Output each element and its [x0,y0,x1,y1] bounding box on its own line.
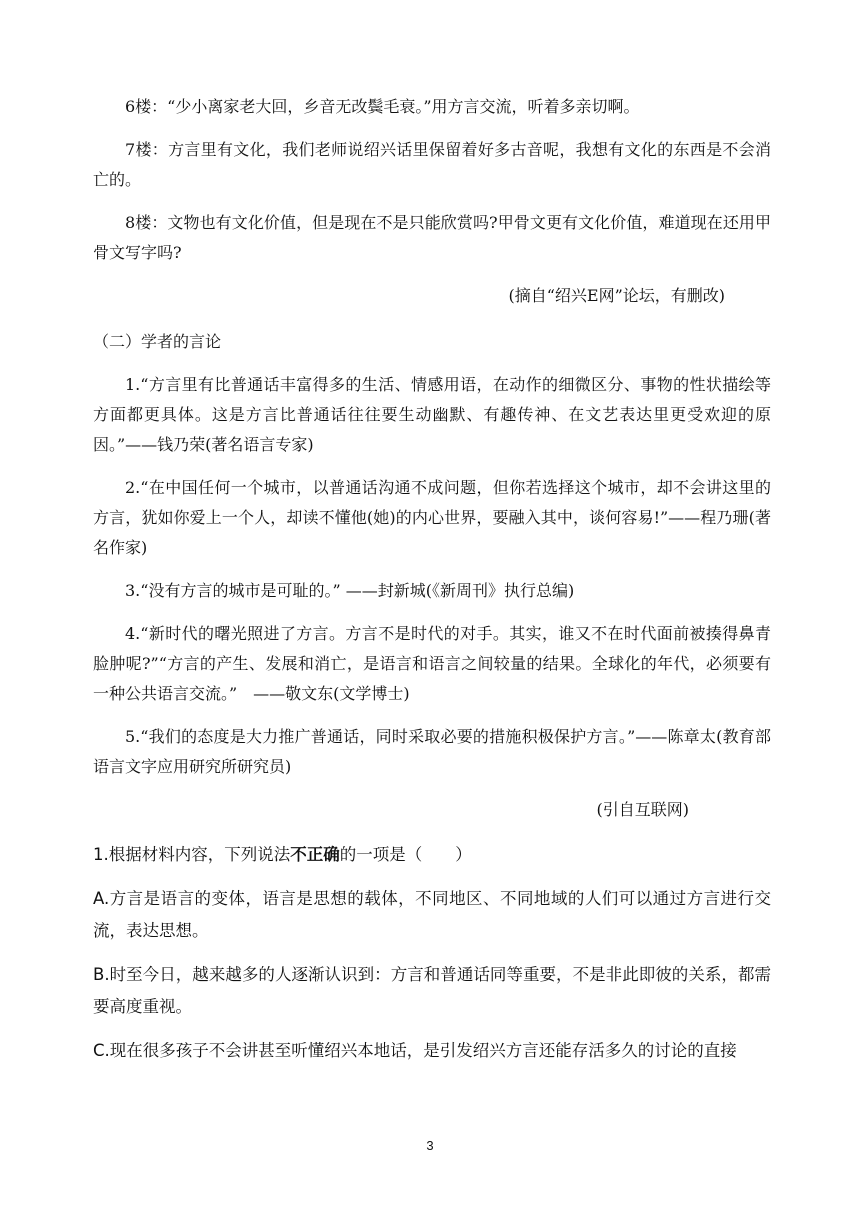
document-page [93,92,771,1079]
scholar-quote-1: 1.“方言里有比普通话丰富得多的生活、情感用语，在动作的细微区分、事物的性状描绘等方面都更具体。这是方言比普通话往往要生动幽默、有趣传神、在文艺表达里更受欢迎的原因。”——钱乃荣(著名语言专家) [93,375,771,454]
scholar-quote-5: 5.“我们的态度是大力推广普通话，同时采取必要的措施积极保护方言。”——陈章太(教育部语言文字应用研究所研究员) [93,727,771,776]
question-stem-before: 1.根据材料内容，下列说法 [93,845,291,864]
section-heading-scholars: （二）学者的言论 [93,332,222,351]
scholar-quote-3: 3.“没有方言的城市是可耻的。” ——封新城(《新周刊》执行总编) [125,581,575,600]
question-stem-after: 的一项是（ ） [339,845,472,864]
forum-post-8: 8楼：文物也有文化价值，但是现在不是只能欣赏吗?甲骨文更有文化价值，难道现在还用甲骨文写字吗? [93,213,771,262]
forum-post-7: 7楼：方言里有文化，我们老师说绍兴话里保留着好多古音呢，我想有文化的东西是不会消亡的。 [93,140,771,189]
scholar-quote-2: 2.“在中国任何一个城市，以普通话沟通不成问题，但你若选择这个城市，却不会讲这里的方言，犹如你爱上一个人，却读不懂他(她)的内心世界，要融入其中，谈何容易!”——程乃珊(著名作家) [93,478,771,557]
question-stem [93,839,771,871]
page-number: 3 [426,1138,434,1153]
option-a: A.方言是语言的变体，语言是思想的载体，不同地区、不同地域的人们可以通过方言进行交流，表达思想。 [93,889,771,940]
forum-source: (摘自“绍兴E网”论坛，有删改) [508,286,725,305]
scholar-quote-4: 4.“新时代的曙光照进了方言。方言不是时代的对手。其实，谁又不在时代面前被揍得鼻青脸肿呢?”“方言的产生、发展和消亡，是语言和语言之间较量的结果。全球化的年代，必须要有一种公共语言交流。” ——敬文东(文学博士) [93,624,771,703]
scholars-source: (引自互联网) [596,800,689,819]
question-stem-emphasis: 不正确 [290,845,340,864]
option-b: B.时至今日，越来越多的人逐渐认识到：方言和普通话同等重要，不是非此即彼的关系，都需要高度重视。 [93,965,771,1016]
forum-post-6: 6楼：“少小离家老大回，乡音无改鬓毛衰。”用方言交流，听着多亲切啊。 [125,97,640,116]
option-c: C.现在很多孩子不会讲甚至听懂绍兴本地话，是引发绍兴方言还能存活多久的讨论的直接 [93,1041,737,1060]
